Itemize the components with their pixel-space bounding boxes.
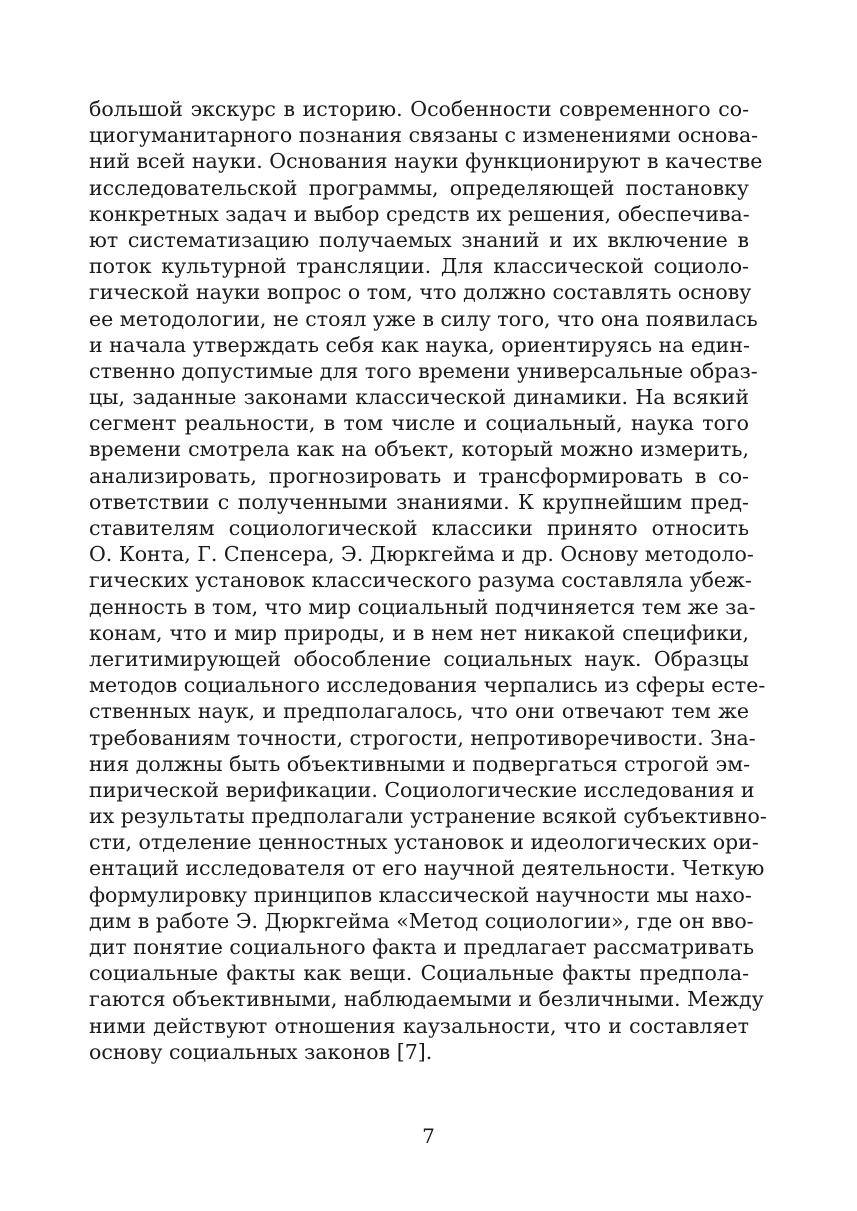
text-line: их результаты предполагали устранение всякой субъективно-	[89, 804, 767, 829]
text-line: социальные факты как вещи. Социальные факты предпола-	[89, 961, 749, 986]
text-line: ентаций исследователя от его научной деятельности. Четкую	[89, 856, 765, 881]
text-line: ния должны быть объективными и подвергаться строгой эм-	[89, 751, 751, 776]
text-line: большой экскурс в историю. Особенности современного со-	[89, 97, 749, 121]
text-line: пирической верификации. Социологические исследования и	[89, 777, 755, 802]
text-line: легитимирующей обособление социальных наук. Образцы	[89, 646, 749, 671]
text-line: требованиям точности, строгости, непротиворечивости. Зна-	[89, 725, 756, 750]
text-line: денность в том, что мир социальный подчиняется тем же за-	[89, 594, 756, 619]
text-line: методов социального исследования черпались из сферы есте-	[89, 673, 766, 698]
text-line: поток культурной трансляции. Для классической социоло-	[89, 254, 749, 279]
text-line: сегмент реальности, в том числе и социальный, наука того	[89, 411, 749, 436]
text-line: сти, отделение ценностных установок и идеологических ори-	[89, 830, 759, 855]
text-line: формулировку принципов классической научности мы нахо-	[89, 882, 752, 907]
text-line: ют систематизацию получаемых знаний и их включение в	[89, 227, 749, 252]
text-line: гаются объективными, наблюдаемыми и безличными. Между	[89, 987, 764, 1012]
text-line: анализировать, прогнозировать и трансформировать в со-	[89, 463, 749, 488]
text-line: конам, что и мир природы, и в нем нет никакой специфики,	[89, 620, 749, 645]
text-line: конкретных задач и выбор средств их решения, обеспечива-	[89, 201, 750, 226]
text-line: основу социальных законов [7].	[89, 1039, 433, 1064]
body-text	[89, 96, 767, 1065]
text-line: ответствии с полученными знаниями. К крупнейшим пред-	[89, 489, 749, 514]
text-line: гических установок классического разума составляла убеж-	[89, 568, 752, 593]
text-line: ее методологии, не стоял уже в силу того, что она появилась	[89, 306, 758, 331]
text-line: цы, заданные законами классической динамики. На всякий	[89, 385, 749, 410]
text-line: О. Конта, Г. Спенсера, Э. Дюркгейма и др. Основу методоло-	[89, 542, 754, 567]
text-line: и начала утверждать себя как наука, ориентируясь на един-	[89, 332, 750, 357]
text-line: ний всей науки. Основания науки функционируют в качестве	[89, 149, 763, 174]
text-line: циогуманитарного познания связаны с изменениями основа-	[89, 123, 759, 148]
text-line: ственных наук, и предполагалось, что они отвечают тем же	[89, 699, 749, 724]
text-line: ними действуют отношения каузальности, что и составляет	[89, 1013, 749, 1038]
text-line: исследовательской программы, определяющей постановку	[89, 175, 749, 200]
text-line: ственно допустимые для того времени универсальные образ-	[89, 358, 758, 383]
text-line: дит понятие социального факта и предлагает рассматривать	[89, 935, 755, 959]
text-line: дим в работе Э. Дюркгейма «Метод социологии», где он вво-	[89, 908, 754, 933]
text-line: времени смотрела как на объект, который можно измерить,	[89, 437, 749, 462]
page-number: 7	[422, 1124, 435, 1148]
text-line: ставителям социологической классики принято относить	[89, 516, 749, 540]
text-line: гической науки вопрос о том, что должно составлять основу	[89, 280, 752, 305]
